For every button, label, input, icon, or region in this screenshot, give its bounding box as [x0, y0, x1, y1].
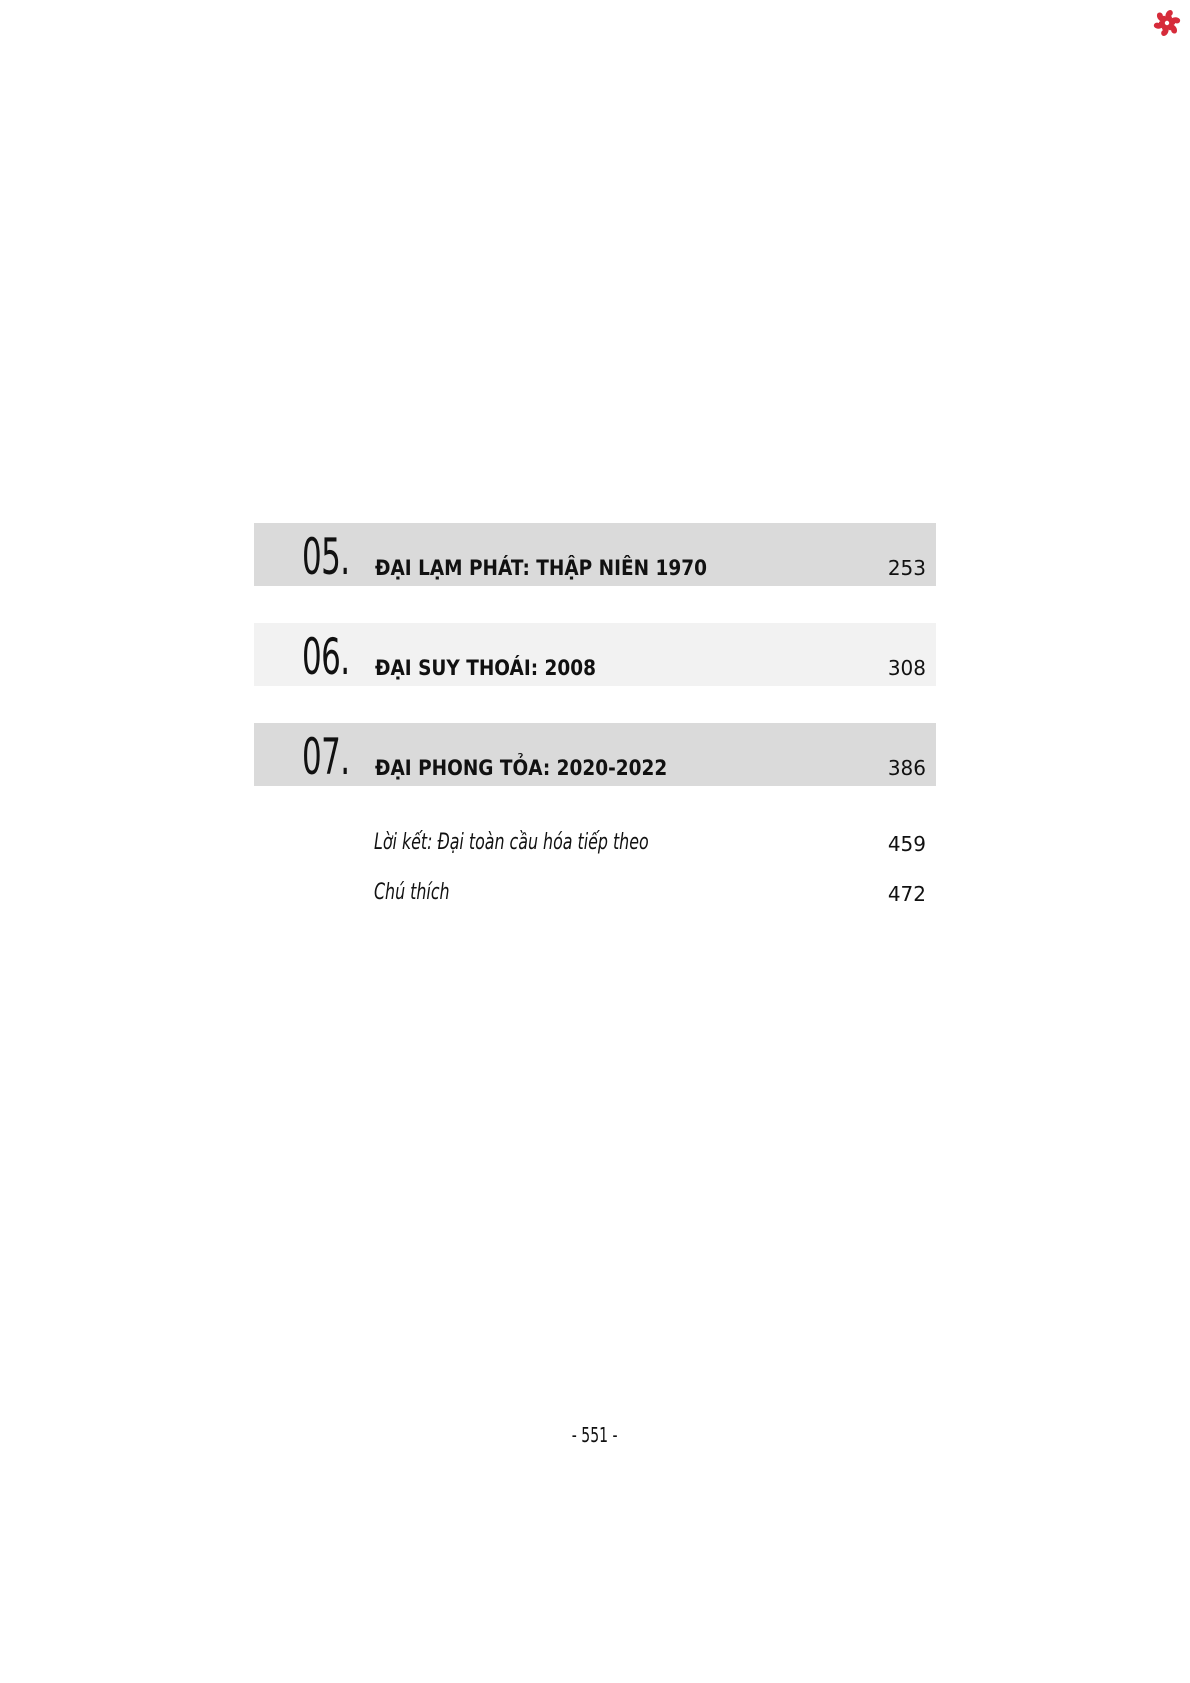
page-number-text: - 551 -: [572, 1423, 618, 1447]
chapter-page-number: 308: [887, 656, 926, 680]
extra-title: Lời kết: Đại toàn cầu hóa tiếp theo: [374, 830, 649, 855]
extra-page-number: 472: [887, 882, 926, 906]
toc-extra-row[interactable]: [374, 828, 926, 858]
toc-chapter-row[interactable]: [254, 523, 936, 586]
chapter-number: 05.: [302, 528, 350, 586]
toc-extra-row[interactable]: [374, 878, 926, 908]
chapter-title: ĐẠI LẠM PHÁT: THẬP NIÊN 1970: [375, 556, 707, 580]
flower-logo-icon: [1152, 8, 1182, 38]
chapter-number: 06.: [302, 628, 350, 686]
chapter-number: 07.: [302, 728, 350, 786]
chapter-title: ĐẠI PHONG TỎA: 2020-2022: [375, 756, 668, 780]
chapter-page-number: 386: [887, 756, 926, 780]
extra-page-number: 459: [887, 832, 926, 856]
chapter-title: ĐẠI SUY THOÁI: 2008: [375, 656, 596, 680]
toc-chapter-row[interactable]: [254, 723, 936, 786]
page-number: [0, 1423, 1190, 1447]
extra-title: Chú thích: [374, 880, 450, 905]
toc-chapter-row[interactable]: [254, 623, 936, 686]
chapter-page-number: 253: [887, 556, 926, 580]
